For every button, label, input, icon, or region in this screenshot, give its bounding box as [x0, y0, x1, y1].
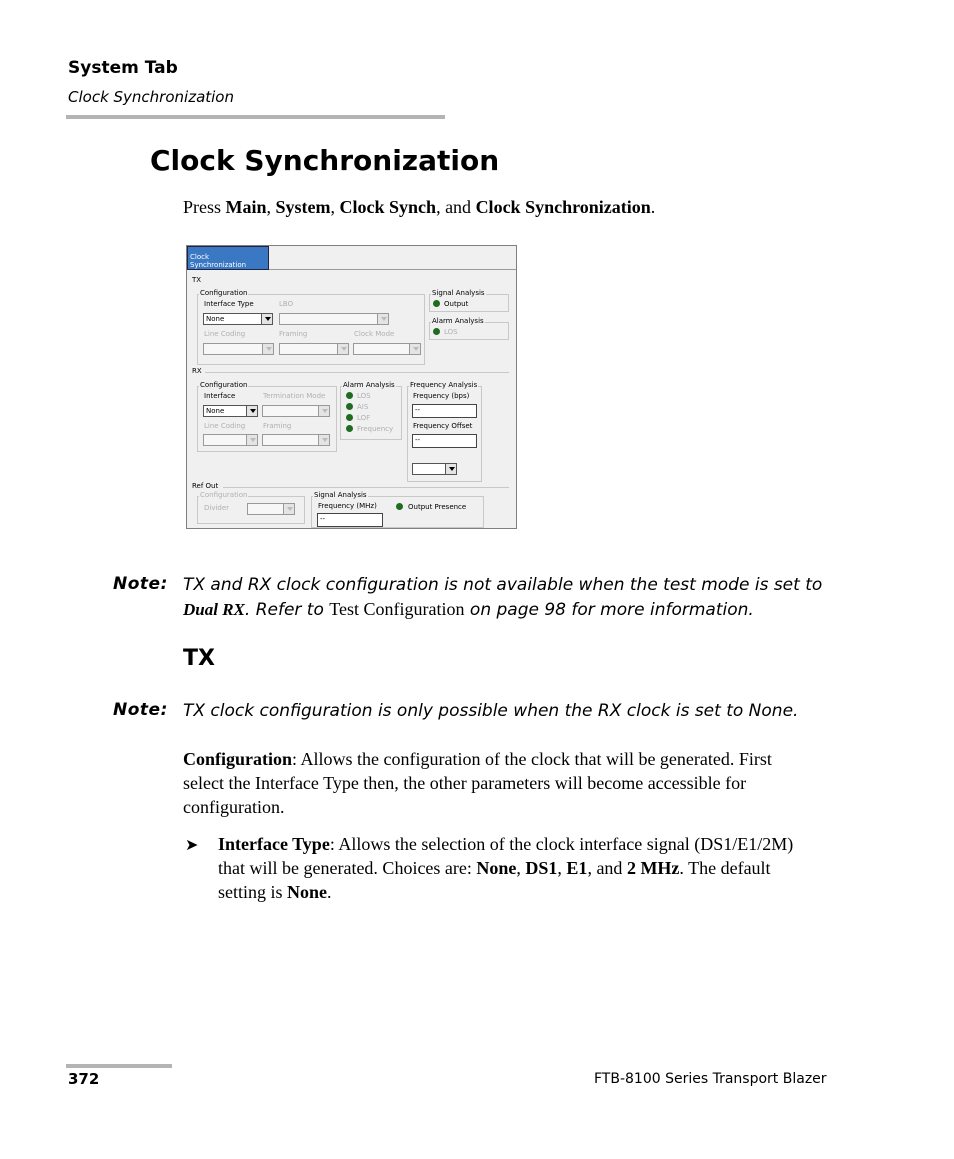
note-text-part: on page 98 for more information. — [469, 600, 754, 620]
choice-2mhz: 2 MHz — [626, 858, 680, 878]
rx-frequency-unit-select[interactable] — [412, 463, 457, 475]
chevron-down-icon — [261, 314, 272, 324]
bullet-and: , and — [587, 858, 623, 878]
intro-clock-synch: Clock Synch — [339, 197, 437, 217]
refout-divider-select[interactable] — [247, 503, 295, 515]
tab-bar — [187, 246, 516, 270]
rx-framing-select[interactable] — [262, 434, 330, 446]
refout-frequency-mhz-field: -- — [317, 513, 383, 527]
chevron-down-icon — [246, 406, 257, 416]
note-text-part: TX and RX clock configuration is not available when the test mode is set to — [183, 575, 823, 595]
intro-text: Press — [183, 197, 222, 217]
refout-divider — [223, 487, 509, 488]
note-text — [183, 573, 833, 622]
bullet-term: Interface Type — [218, 834, 330, 854]
rx-frequency-bps-field: -- — [412, 404, 477, 418]
interface-type-bullet: Interface Type: Allows the selection of the clock interface signal (DS1/E1/2M) that will be generated. Choices are: None, DS1, E1, and 2 MHz. The default setting is None. — [218, 834, 794, 902]
tx-alarm-analysis-label: Alarm Analysis — [432, 317, 484, 325]
tx-interface-type-label: Interface Type — [204, 300, 254, 308]
bullet-end: . — [327, 882, 332, 902]
choice-e1: E1 — [566, 858, 588, 878]
note-label: Note: — [113, 700, 168, 720]
tx-interface-type-select[interactable] — [203, 313, 273, 325]
chevron-down-icon — [445, 464, 456, 474]
default-none: None — [287, 882, 328, 902]
page-number: 372 — [68, 1070, 100, 1088]
rx-section-label: RX — [192, 367, 202, 375]
tx-section-label: TX — [192, 276, 202, 284]
note-text-part: . Refer to — [244, 600, 324, 620]
tab-clock-synchronization[interactable]: Clock Synchronization — [187, 246, 269, 270]
ais-led-icon — [346, 403, 353, 410]
rx-framing-label: Framing — [263, 422, 292, 430]
tx-line-coding-select[interactable] — [203, 343, 274, 355]
rx-interface-select[interactable] — [203, 405, 258, 417]
intro-main: Main — [225, 197, 267, 217]
footer-divider — [66, 1064, 172, 1068]
note-label: Note: — [113, 574, 168, 594]
header-divider — [66, 115, 445, 119]
chevron-down-icon — [318, 435, 329, 445]
rx-termination-mode-select[interactable] — [262, 405, 330, 417]
test-configuration-link[interactable]: Test Configuration — [329, 599, 465, 619]
rx-interface-label: Interface — [204, 392, 236, 400]
frequency-led-icon — [346, 425, 353, 432]
rx-frequency-offset-field: -- — [412, 434, 477, 448]
rx-alarm-frequency: Frequency — [357, 425, 394, 433]
tx-configuration-label: Configuration — [200, 289, 248, 297]
header-section-title: System Tab — [68, 58, 178, 78]
choice-none: None — [476, 858, 517, 878]
tx-signal-analysis-label: Signal Analysis — [432, 289, 485, 297]
header-subsection: Clock Synchronization — [68, 88, 234, 106]
bullet-text: : Allows the selection of the clock interface signal (DS1/E1/2M) that will be generated. Choices are: — [218, 834, 794, 878]
rx-configuration-label: Configuration — [200, 381, 248, 389]
rx-alarm-ais: AIS — [357, 403, 369, 411]
bullet-arrow-icon: ➤ — [185, 835, 199, 854]
output-presence-led-icon — [396, 503, 403, 510]
tx-lbo-label: LBO — [279, 300, 294, 308]
rx-line-coding-select[interactable] — [203, 434, 258, 446]
rx-alarm-los: LOS — [357, 392, 371, 400]
configuration-paragraph — [183, 747, 813, 819]
rx-divider — [205, 372, 509, 373]
configuration-text: : Allows the configuration of the clock that will be generated. First select the Interface Type then, the other parameters will become accessible for configuration. — [183, 749, 772, 817]
intro-system: System — [275, 197, 331, 217]
chevron-down-icon — [377, 314, 388, 324]
refout-output-presence-label: Output Presence — [408, 503, 467, 511]
tx-los-label: LOS — [444, 328, 458, 336]
rx-frequency-offset-label: Frequency Offset — [413, 422, 473, 430]
rx-frequency-bps-label: Frequency (bps) — [413, 392, 470, 400]
rx-frequency-analysis-label: Frequency Analysis — [410, 381, 478, 389]
intro-instruction: Press Main, System, Clock Synch, and Clock Synchronization. — [183, 197, 656, 217]
note-text: TX clock configuration is only possible when the RX clock is set to None. — [183, 701, 799, 721]
chevron-down-icon — [262, 344, 273, 354]
tx-interface-type-value: None — [206, 315, 225, 323]
los-led-icon — [346, 392, 353, 399]
tx-lbo-select[interactable] — [279, 313, 389, 325]
chevron-down-icon — [337, 344, 348, 354]
intro-and: and — [445, 197, 472, 217]
rx-alarm-analysis-label: Alarm Analysis — [343, 381, 395, 389]
output-led-icon — [433, 300, 440, 307]
refout-signal-analysis-label: Signal Analysis — [314, 491, 367, 499]
rx-interface-value: None — [206, 407, 225, 415]
configuration-term: Configuration — [183, 749, 293, 769]
rx-alarm-lof: LOF — [357, 414, 371, 422]
lof-led-icon — [346, 414, 353, 421]
tx-output-label: Output — [444, 300, 469, 308]
clock-sync-screenshot — [186, 245, 517, 529]
note-dual-rx: Dual RX — [183, 600, 245, 619]
tx-heading: TX — [183, 646, 215, 671]
tx-framing-label: Framing — [279, 330, 308, 338]
page-title: Clock Synchronization — [150, 144, 500, 177]
tx-framing-select[interactable] — [279, 343, 349, 355]
refout-section-label: Ref Out — [192, 482, 219, 490]
choice-ds1: DS1 — [525, 858, 558, 878]
tx-line-coding-label: Line Coding — [204, 330, 246, 338]
refout-divider-label: Divider — [204, 504, 230, 512]
chevron-down-icon — [409, 344, 420, 354]
chevron-down-icon — [318, 406, 329, 416]
tx-clock-mode-label: Clock Mode — [354, 330, 395, 338]
rx-line-coding-label: Line Coding — [204, 422, 246, 430]
chevron-down-icon — [283, 504, 294, 514]
tx-clock-mode-select[interactable] — [353, 343, 421, 355]
refout-frequency-mhz-label: Frequency (MHz) — [318, 502, 377, 510]
bullet-text: . The default setting is — [218, 858, 771, 902]
chevron-down-icon — [246, 435, 257, 445]
rx-termination-mode-label: Termination Mode — [263, 392, 326, 400]
intro-clock-sync: Clock Synchronization — [475, 197, 651, 217]
los-led-icon — [433, 328, 440, 335]
footer-product-name: FTB-8100 Series Transport Blazer — [594, 1071, 827, 1087]
refout-configuration-label: Configuration — [200, 491, 248, 499]
